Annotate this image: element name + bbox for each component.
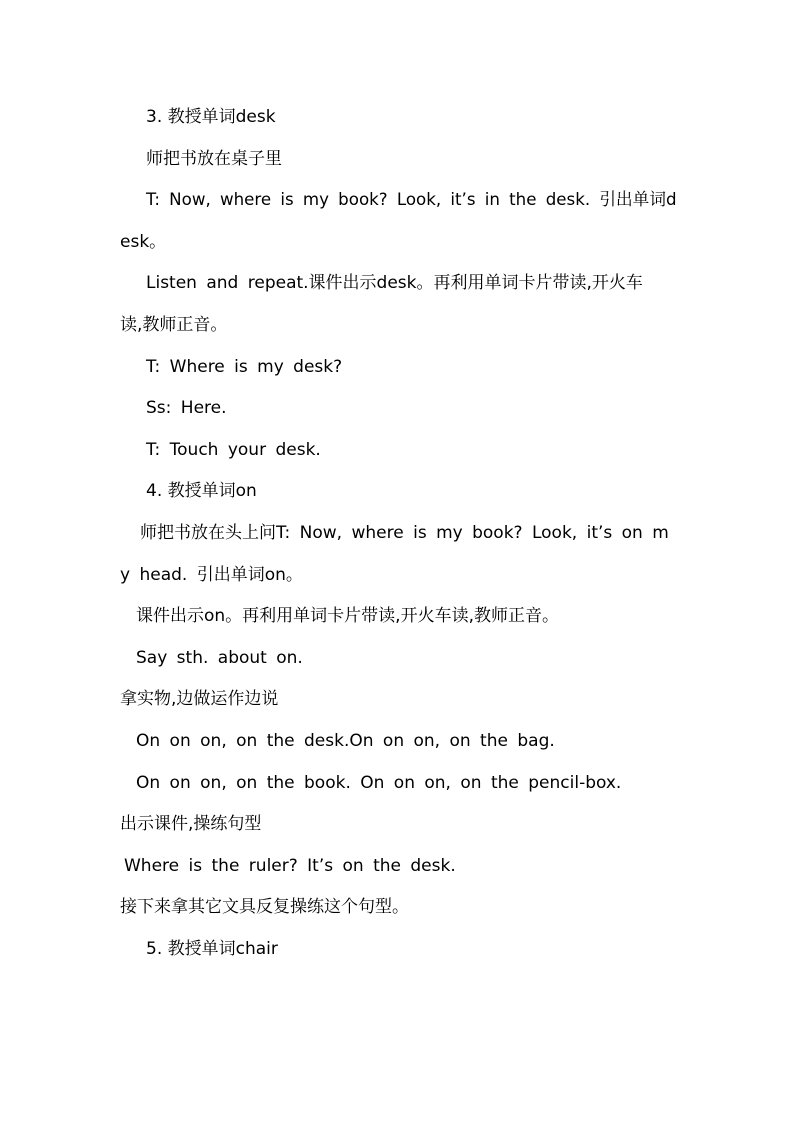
paragraph-line: 接下来拿其它文具反复操练这个句型。 bbox=[120, 897, 409, 917]
paragraph-line: 师把书放在桌子里 bbox=[146, 149, 282, 169]
paragraph-line: y head. 引出单词on。 bbox=[120, 565, 303, 585]
chant-line: On on on, on the book. On on on, on the pencil-box. bbox=[136, 773, 622, 793]
heading-teach-desk: 3. 教授单词desk bbox=[146, 107, 276, 127]
paragraph-line: Listen and repeat.课件出示desk。再利用单词卡片带读,开火车 bbox=[146, 273, 643, 293]
dialogue-line: Ss: Here. bbox=[146, 398, 227, 418]
paragraph-line: 师把书放在头上问T: Now, where is my book? Look, it’s on m bbox=[140, 523, 669, 543]
paragraph-line: T: Now, where is my book? Look, it’s in the desk. 引出单词d bbox=[146, 190, 677, 210]
dialogue-line: T: Touch your desk. bbox=[146, 440, 321, 460]
sentence-pattern-line: Where is the ruler? It’s on the desk. bbox=[124, 856, 456, 876]
paragraph-line: 拿实物,边做运作边说 bbox=[120, 689, 279, 709]
paragraph-line: esk。 bbox=[120, 232, 167, 252]
paragraph-line: 读,教师正音。 bbox=[120, 315, 228, 335]
heading-teach-chair: 5. 教授单词chair bbox=[146, 939, 278, 959]
chant-line: On on on, on the desk.On on on, on the bag. bbox=[136, 731, 555, 751]
paragraph-line: 出示课件,操练句型 bbox=[120, 814, 262, 834]
paragraph-line: Say sth. about on. bbox=[136, 648, 303, 668]
heading-teach-on: 4. 教授单词on bbox=[146, 481, 257, 501]
dialogue-line: T: Where is my desk? bbox=[146, 357, 343, 377]
paragraph-line: 课件出示on。再利用单词卡片带读,开火车读,教师正音。 bbox=[136, 606, 559, 626]
